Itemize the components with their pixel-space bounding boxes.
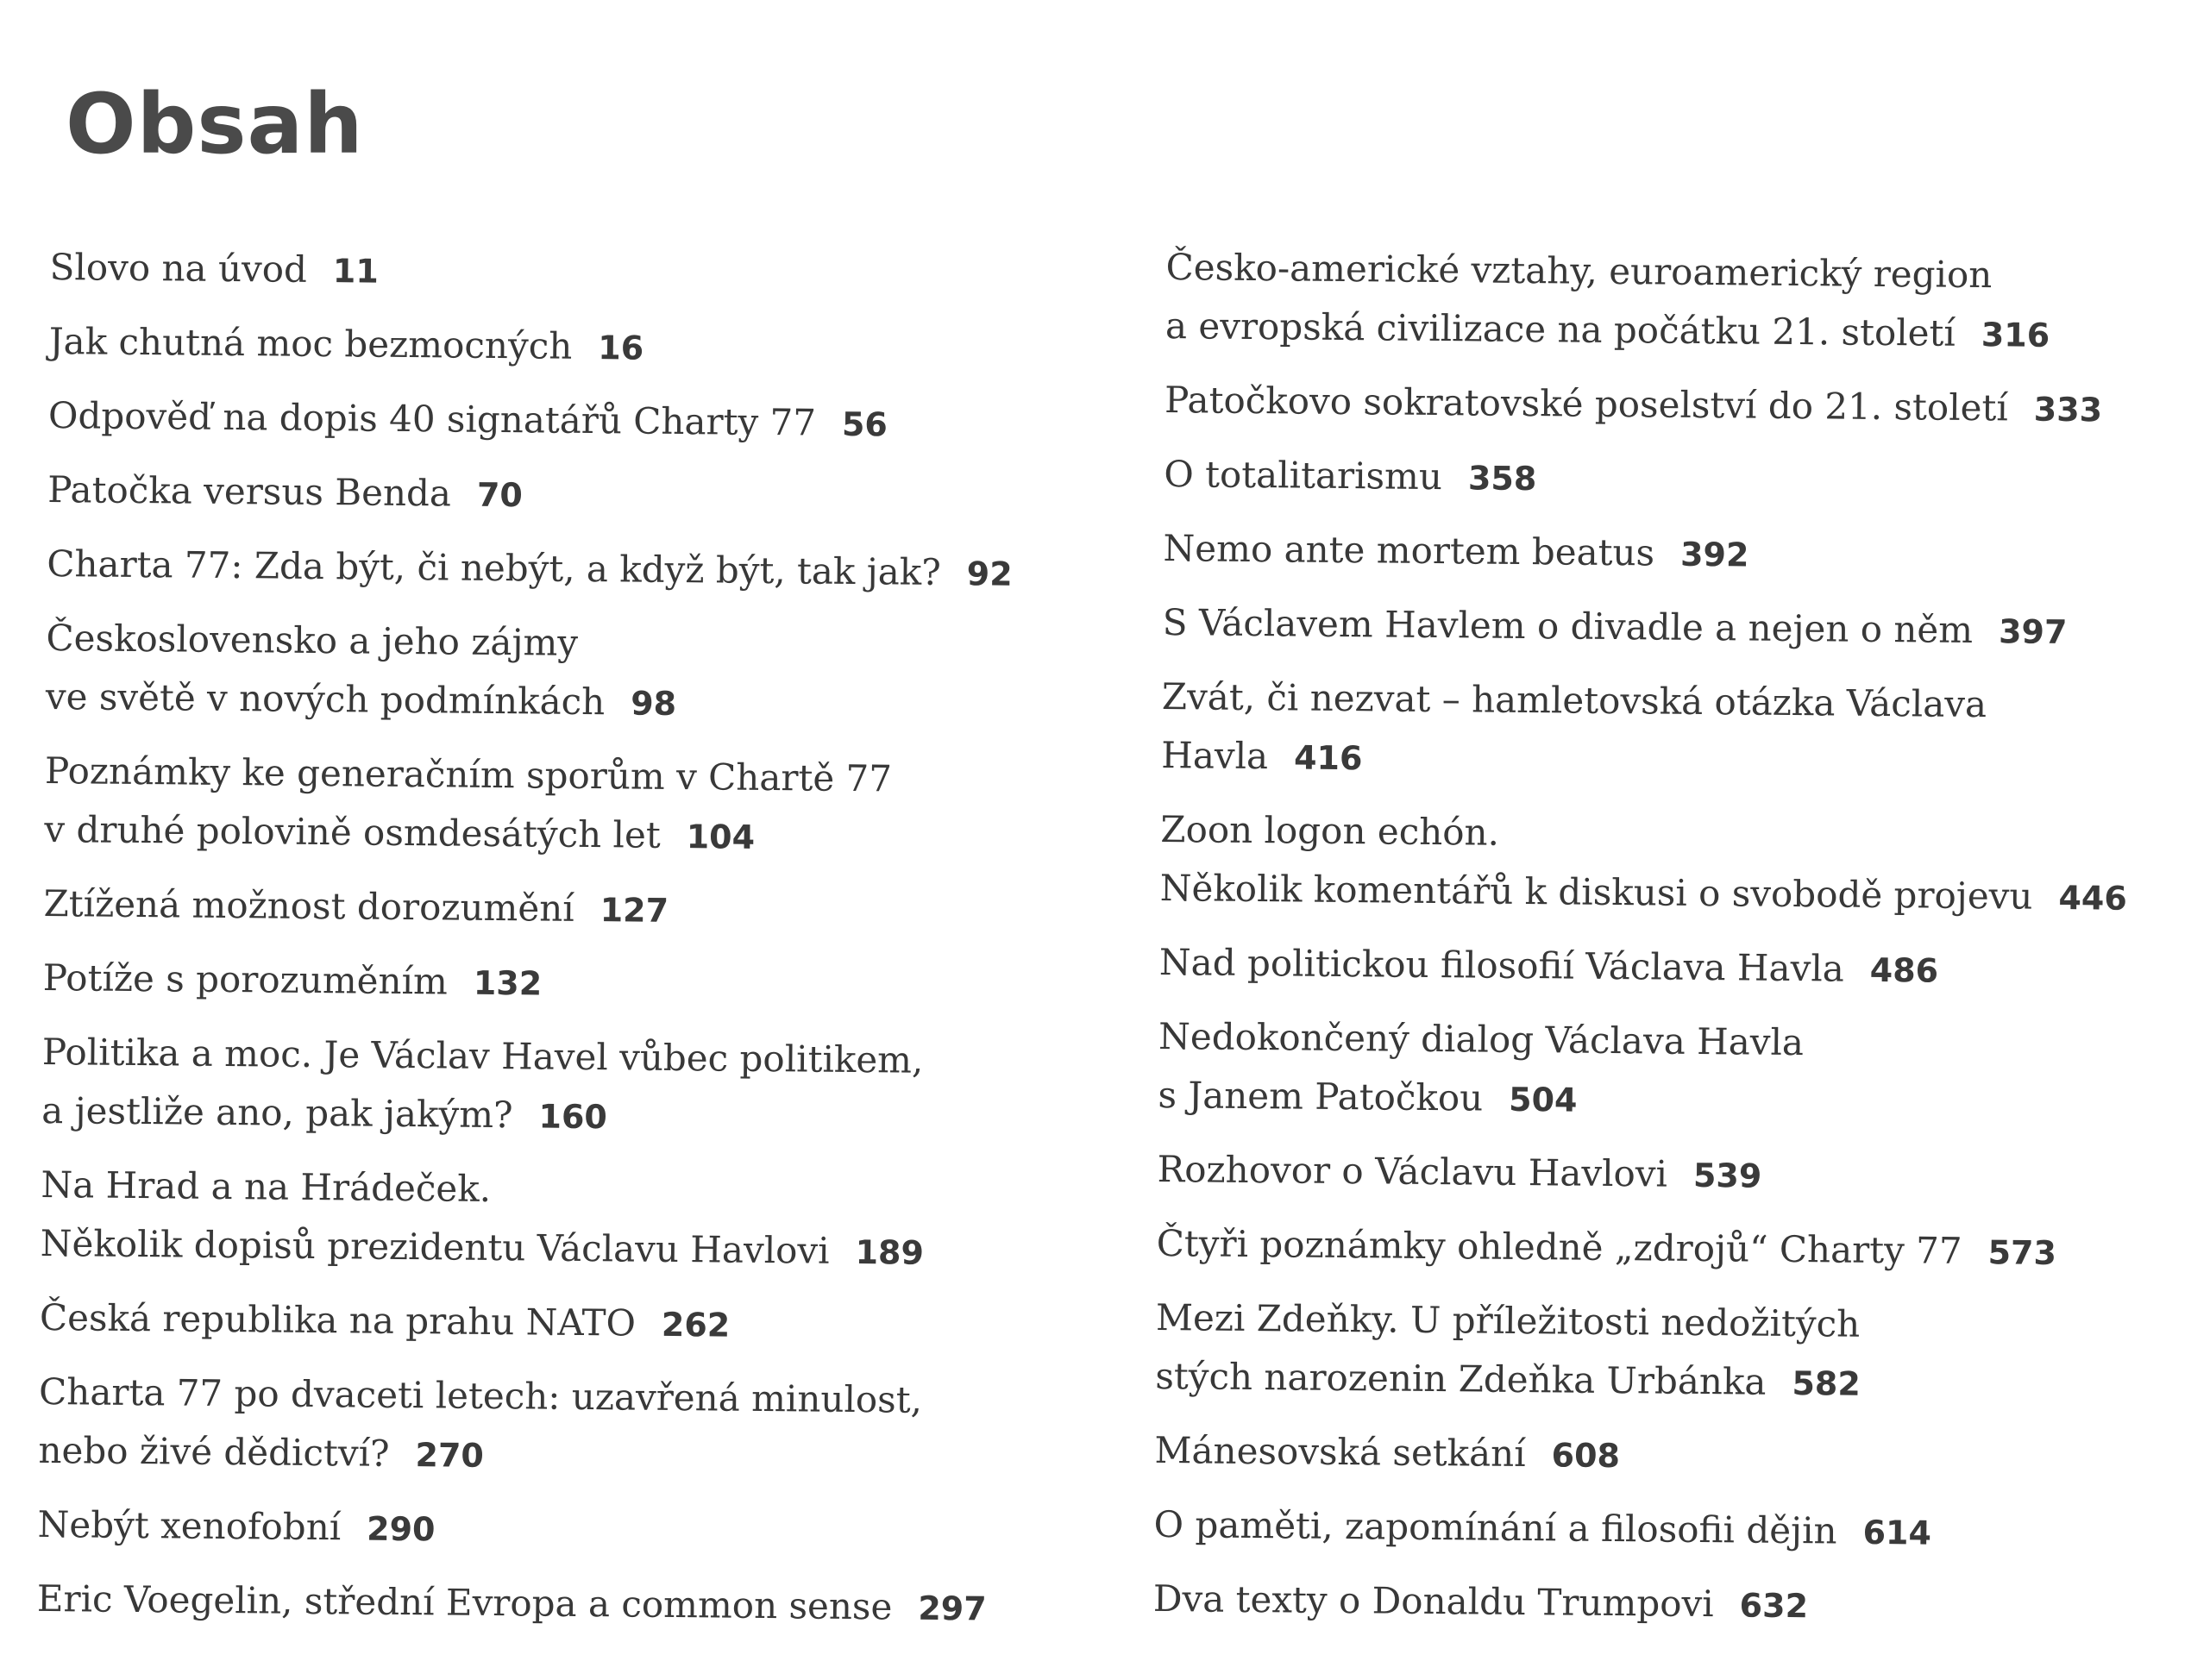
toc-entry-title-line xyxy=(45,742,1064,810)
toc-entry-title-text: Mezi Zdeňky. U příležitosti nedožitých xyxy=(1155,1295,1861,1345)
toc-entry-title-line xyxy=(42,949,1061,1018)
toc-entry-title-line xyxy=(1165,238,2184,306)
toc-page-number: 270 xyxy=(415,1436,485,1475)
toc-page-number: 397 xyxy=(1998,612,2068,652)
toc-entry-title-text: Slovo na úvod xyxy=(49,245,308,291)
toc-page-number: 104 xyxy=(686,818,756,856)
toc-left-column xyxy=(36,238,1068,1653)
toc-entry-title-line xyxy=(41,1156,1059,1224)
toc-entry xyxy=(1161,668,2180,795)
toc-entry-title-line xyxy=(1163,519,2182,588)
toc-entry-title-text: Zvát, či nezvat – hamletovská otázka Václava Havla xyxy=(1161,674,1987,778)
toc-entry xyxy=(1156,1214,2175,1283)
toc-entry xyxy=(47,535,1065,604)
toc-entry-title-text: Několik dopisů prezidentu Václavu Havlovi xyxy=(40,1221,830,1272)
toc-entry-title-line xyxy=(49,312,1068,381)
toc-entry xyxy=(37,1570,1056,1639)
toc-page-number: 358 xyxy=(1467,459,1537,498)
toc-entry-title-text: Na Hrad a na Hrádeček. xyxy=(41,1163,492,1210)
toc-page-number: 316 xyxy=(1981,316,2050,354)
toc-entry-title-text: Zoon logon echón. xyxy=(1160,807,1500,854)
toc-entry-title-text: Politika a moc. Je Václav Havel vůbec politikem, xyxy=(41,1030,924,1081)
toc-entry-title-line xyxy=(43,874,1062,943)
toc-entry-title-text: Jak chutná moc bezmocných xyxy=(48,319,573,367)
toc-entry-title-text: Poznámky ke generačním sporům v Chartě 77 xyxy=(44,749,893,800)
toc-page-number: 189 xyxy=(855,1233,925,1272)
toc-page-number: 11 xyxy=(332,252,379,291)
toc-entry-title-text: Nebýt xenofobní xyxy=(37,1502,342,1549)
toc-entry-title-line xyxy=(1161,668,2180,795)
toc-page-number: 504 xyxy=(1508,1080,1578,1119)
toc-entry-title-line xyxy=(1160,800,2179,868)
toc-page-number: 614 xyxy=(1862,1513,1932,1552)
toc-entry-title-line xyxy=(40,1288,1058,1357)
toc-entry-title-text: Nemo ante mortem beatus xyxy=(1163,526,1655,574)
toc-page-number: 70 xyxy=(476,475,524,515)
toc-entry-title-text: ve světě v nových podmínkách xyxy=(45,674,606,724)
toc-entry-title-line xyxy=(1153,1570,2172,1639)
toc-page-number: 16 xyxy=(598,329,644,367)
toc-page-number: 297 xyxy=(918,1589,987,1628)
toc-entry-title-line xyxy=(1153,1495,2172,1564)
toc-entry xyxy=(43,874,1062,943)
toc-entry-title-line xyxy=(1154,1421,2173,1490)
toc-entry-title-line xyxy=(1158,1007,2177,1075)
toc-entry-title-line xyxy=(41,1081,1060,1150)
toc-entry xyxy=(1153,1570,2172,1639)
toc-entry xyxy=(41,1023,1060,1150)
toc-page-number: 333 xyxy=(2033,390,2103,429)
toc-entry-title-text: Charta 77: Zda být, či nebýt, a když být, tak jak? xyxy=(47,542,942,593)
toc-entry xyxy=(1155,1288,2174,1416)
toc-entry-title-text: O totalitarismu xyxy=(1164,452,1443,498)
toc-entry-title-text: Několik komentářů k diskusi o svobodě projevu xyxy=(1159,866,2033,918)
toc-entry xyxy=(1154,1421,2173,1490)
toc-entry-title-text: Česko-americké vztahy, euroamerický region xyxy=(1165,245,1993,297)
toc-entry xyxy=(1165,238,2184,366)
toc-entry-title-text: O paměti, zapomínání a filosofii dějin xyxy=(1153,1502,1837,1552)
toc-entry xyxy=(1164,445,2182,514)
toc-entry xyxy=(42,949,1061,1018)
toc-entry-title-line xyxy=(1165,371,2183,440)
toc-entry-title-text: Mánesovská setkání xyxy=(1154,1428,1526,1476)
toc-entry-title-line xyxy=(38,1421,1057,1490)
toc-entry-title-text: stých narozenin Zdeňka Urbánka xyxy=(1155,1354,1767,1403)
toc-entry-title-text: Eric Voegelin, střední Evropa a common sense xyxy=(36,1577,893,1628)
toc-entry-title-line xyxy=(1159,933,2178,1002)
toc-entry-title-line xyxy=(46,609,1064,677)
toc-entry xyxy=(40,1288,1058,1357)
toc-entry-title-text: Rozhovor o Václavu Havlovi xyxy=(1157,1147,1668,1195)
toc-entry xyxy=(48,386,1067,455)
toc-entry-title-line xyxy=(1158,1066,2176,1135)
toc-entry-title-text: Charta 77 po dvaceti letech: uzavřená minulost, xyxy=(38,1370,923,1421)
toc-entry-title-line xyxy=(48,386,1067,455)
toc-entry-title-line xyxy=(1159,859,2178,928)
toc-entry xyxy=(1158,1007,2176,1135)
toc-entry-title-line xyxy=(1157,1140,2175,1209)
toc-page-number: 573 xyxy=(1987,1233,2057,1272)
toc-entry-title-text: Odpověď na dopis 40 signatářů Charty 77 xyxy=(47,393,817,444)
toc-entry-title-text: Dva texty o Donaldu Trumpovi xyxy=(1152,1577,1714,1626)
toc-entry-title-line xyxy=(37,1495,1056,1564)
toc-entry-title-line xyxy=(37,1570,1056,1639)
toc-entry-title-line xyxy=(49,238,1068,307)
toc-entry-title-line xyxy=(47,535,1065,604)
toc-entry-title-line xyxy=(1156,1214,2175,1283)
toc-entry-title-text: Nedokončený dialog Václava Havla xyxy=(1158,1014,1805,1064)
toc-page-number: 262 xyxy=(661,1305,731,1345)
toc-entry xyxy=(49,238,1068,307)
toc-page-number: 56 xyxy=(841,404,888,444)
toc-entry xyxy=(49,312,1068,381)
toc-entry-title-line xyxy=(46,668,1064,737)
toc-page-number: 290 xyxy=(366,1509,436,1549)
toc-entry-title-line xyxy=(39,1363,1058,1431)
toc-entry-title-line xyxy=(1156,1288,2175,1357)
toc-page-number: 446 xyxy=(2058,878,2128,918)
toc-entry xyxy=(1163,519,2182,588)
toc-page-number: 632 xyxy=(1739,1586,1809,1626)
toc-page-number: 98 xyxy=(631,684,677,723)
toc-entry-title-text: Nad politickou filosofií Václava Havla xyxy=(1158,940,1845,990)
toc-entry xyxy=(1153,1495,2172,1564)
toc-entry-title-line xyxy=(40,1214,1058,1283)
toc-entry-title-text: Patočka versus Benda xyxy=(47,467,452,515)
toc-entry-title-text: a evropská civilizace na počátku 21. století xyxy=(1165,304,1956,354)
page-title: Obsah xyxy=(66,76,364,172)
toc-entry-title-line xyxy=(1164,445,2182,514)
toc-entry xyxy=(37,1495,1056,1564)
toc-entry xyxy=(1159,800,2178,928)
toc-entry-title-text: Čtyři poznámky ohledně „zdrojů“ Charty 77 xyxy=(1156,1221,1962,1272)
toc-page-number: 608 xyxy=(1551,1436,1621,1476)
toc-page-number: 416 xyxy=(1293,738,1363,778)
toc-entry xyxy=(44,742,1063,869)
toc-entry-title-text: Patočkovo sokratovské poselství do 21. století xyxy=(1164,378,2009,429)
toc-entry-title-text: s Janem Patočkou xyxy=(1158,1073,1484,1119)
toc-page-number: 132 xyxy=(473,963,543,1003)
toc-page-number: 392 xyxy=(1679,535,1749,574)
toc-right-column xyxy=(1152,238,2184,1653)
toc-entry-title-line xyxy=(44,800,1063,869)
toc-entry xyxy=(1165,371,2183,440)
toc-page-number: 582 xyxy=(1792,1364,1861,1403)
toc-entry xyxy=(1162,593,2181,662)
toc-entry-title-text: a jestliže ano, pak jakým? xyxy=(41,1088,513,1137)
toc-entry-title-text: Ztížená možnost dorozumění xyxy=(43,881,574,930)
toc-page-number: 486 xyxy=(1869,950,1939,990)
toc-entry xyxy=(38,1363,1057,1490)
toc-page-number: 92 xyxy=(966,555,1013,593)
toc-entry-title-text: Československo a jeho zájmy xyxy=(46,616,579,664)
toc-page-number: 539 xyxy=(1692,1156,1762,1195)
toc-entry-title-text: Česká republika na prahu NATO xyxy=(39,1295,637,1345)
toc-entry-title-text: v druhé polovině osmdesátých let xyxy=(44,807,661,856)
toc-page-number: 160 xyxy=(538,1097,608,1137)
toc-entry-title-text: nebo živé dědictví? xyxy=(38,1428,390,1475)
toc-entry xyxy=(40,1156,1058,1283)
toc-entry-title-text: S Václavem Havlem o divadle a nejen o něm xyxy=(1162,600,1974,651)
toc-entry-title-line xyxy=(1165,297,2184,366)
toc-entry-title-line xyxy=(1155,1347,2174,1416)
toc-entry xyxy=(46,609,1064,737)
toc-entry-title-line xyxy=(42,1023,1061,1091)
toc-entry xyxy=(1157,1140,2175,1209)
toc-page-number: 127 xyxy=(600,891,669,930)
toc-entry xyxy=(47,461,1066,530)
toc-entry-title-line xyxy=(1162,593,2181,662)
toc-entry-title-text: Potíže s porozuměním xyxy=(42,956,449,1003)
toc-entry-title-line xyxy=(47,461,1066,530)
toc-entry xyxy=(1159,933,2178,1002)
